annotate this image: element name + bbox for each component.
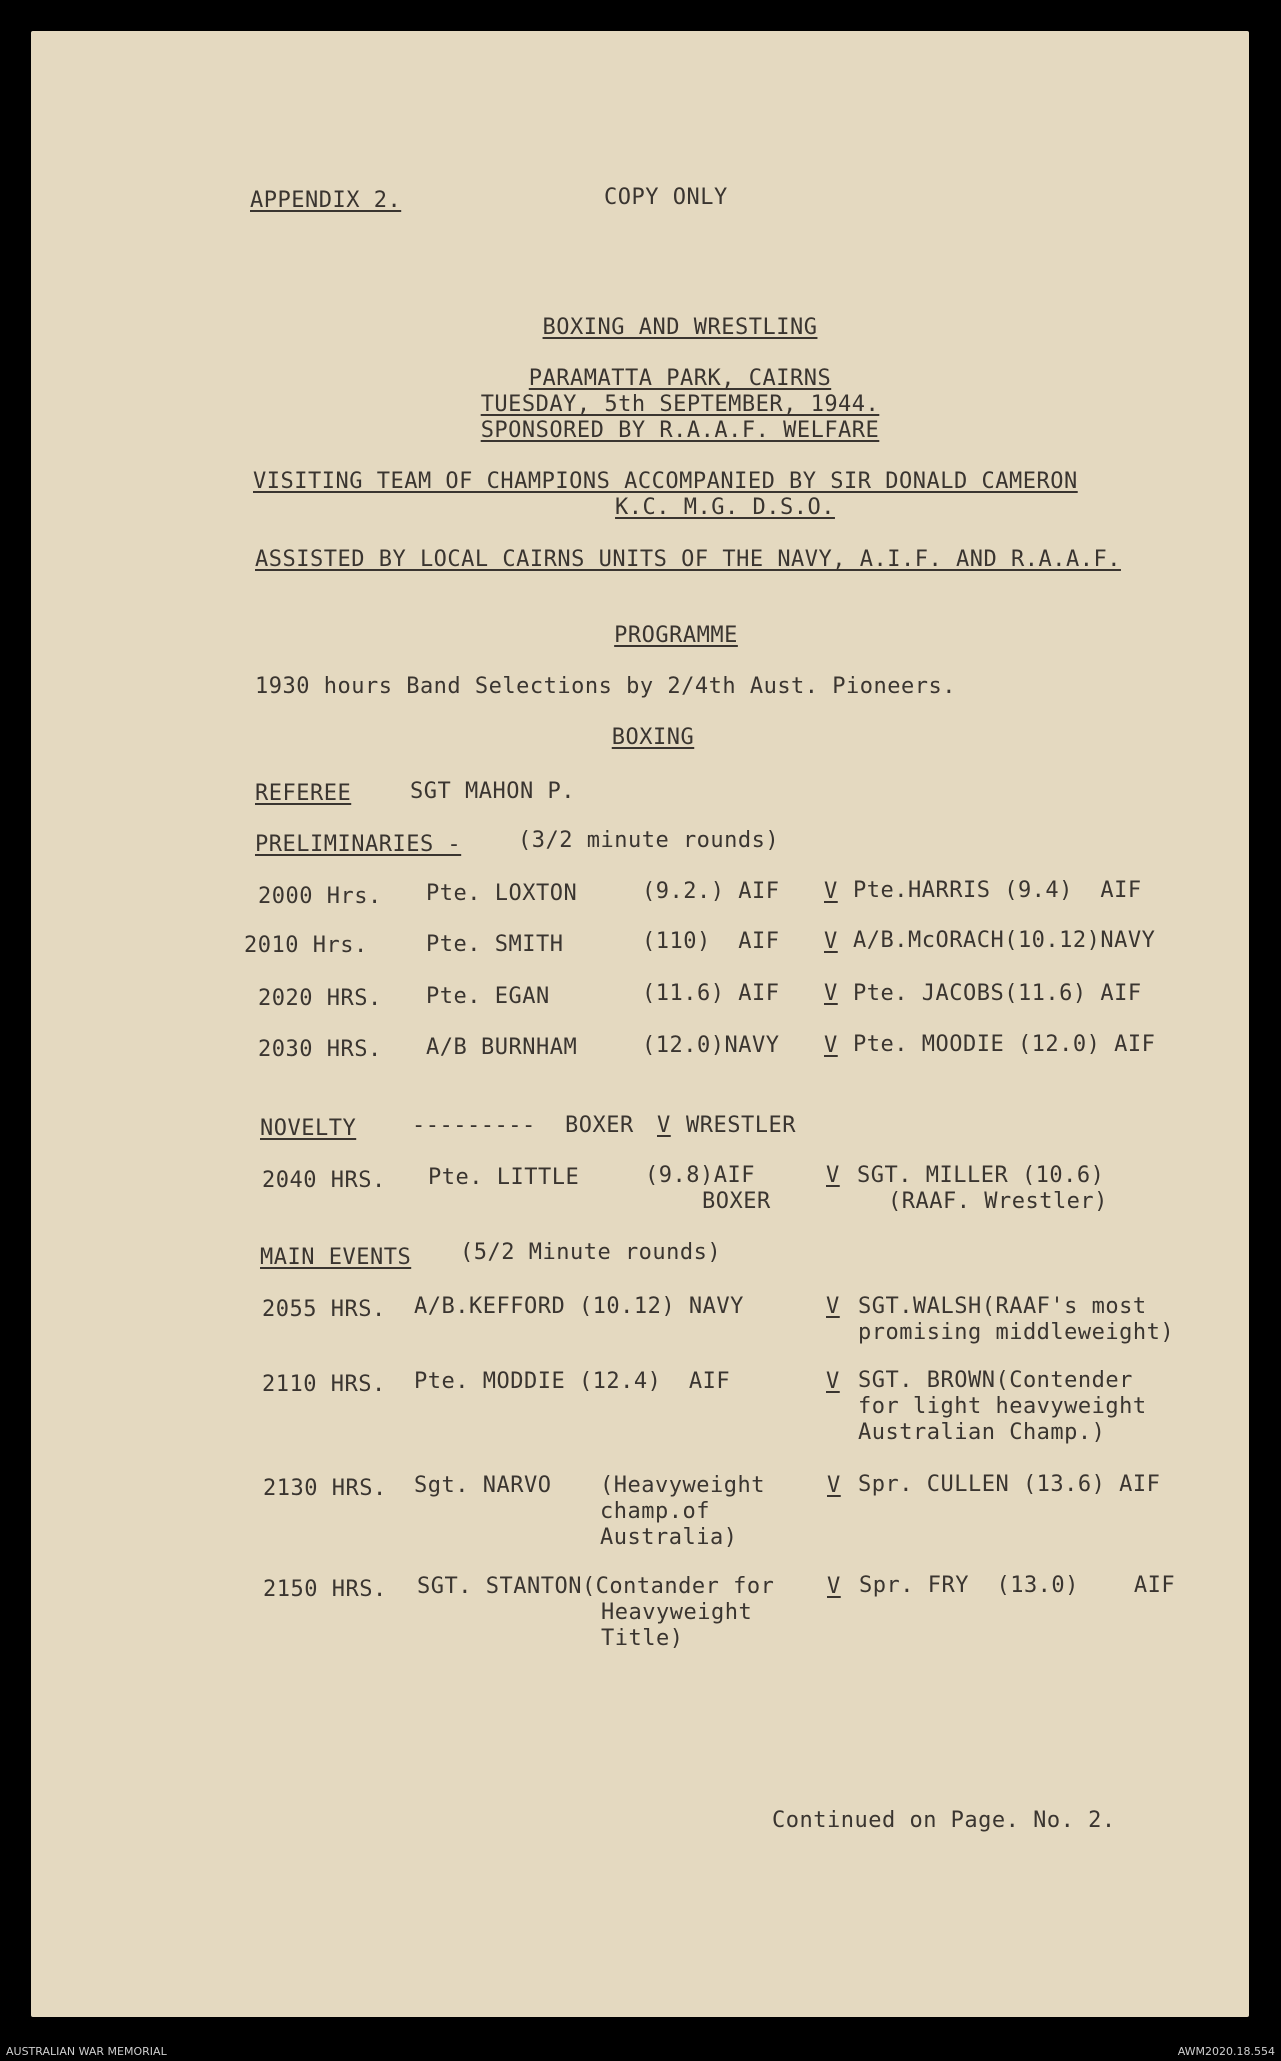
bout-time: 2130 HRS. [263,1476,387,1501]
bout-opponent-note: (RAAF. Wrestler) [888,1189,1108,1214]
archive-reference: AWM2020.18.554 [1177,2045,1275,2058]
novelty-label: NOVELTY [260,1116,357,1141]
versus-marker: V [826,1369,840,1394]
bout-time: 2000 Hrs. [258,884,382,909]
versus-marker: V [827,1574,841,1599]
bout-note: Australia) [600,1525,738,1550]
visiting-team-line-2: K.C. M.G. D.S.O. [615,495,835,520]
bout-time: 2110 HRS. [262,1372,386,1397]
bout-boxer: Pte. LITTLE [428,1165,580,1190]
bout-opponent: SGT.WALSH(RAAF's most [858,1294,1147,1319]
bout-weight: (9.2.) AIF [642,879,780,904]
title-line-2: PARAMATTA PARK, CAIRNS [528,366,832,391]
versus-marker: V [826,1294,840,1319]
bout-weight: (110) AIF [642,929,780,954]
bout-opponent: Pte. MOODIE (12.0) AIF [853,1032,1156,1057]
bout-opponent: SGT. MILLER (10.6) [857,1163,1105,1188]
versus-marker: V [824,929,838,954]
bout-weight-note: BOXER [702,1189,771,1214]
bout-boxer: Pte. LOXTON [426,881,578,906]
versus-marker: V [826,1163,840,1188]
bout-opponent: Spr. FRY (13.0) AIF [859,1573,1176,1598]
bout-weight: (12.0)NAVY [642,1033,780,1058]
title-line-4: SPONSORED BY R.A.A.F. WELFARE [480,418,880,443]
bout-opponent: Australian Champ.) [858,1420,1106,1445]
copy-only-label: COPY ONLY [604,185,728,210]
bout-weight: (11.6) AIF [642,981,780,1006]
title-line-3: TUESDAY, 5th SEPTEMBER, 1944. [480,392,880,417]
bout-opponent: A/B.McORACH(10.12)NAVY [853,928,1156,953]
novelty-dashes: --------- [412,1113,536,1138]
preliminaries-label: PRELIMINARIES - [255,832,462,857]
bout-boxer: SGT. STANTON(Contander for [417,1574,775,1599]
bout-boxer: Pte. EGAN [426,984,550,1009]
bout-opponent: SGT. BROWN(Contender [858,1368,1133,1393]
assisted-by-line: ASSISTED BY LOCAL CAIRNS UNITS OF THE NAVY, A.I.F. AND R.A.A.F. [255,547,1121,572]
bout-time: 2150 HRS. [263,1577,387,1602]
title-line-1: BOXING AND WRESTLING [542,315,818,340]
bout-note: champ.of [600,1499,710,1524]
archive-name: AUSTRALIAN WAR MEMORIAL [6,2045,167,2058]
bout-opponent: Pte.HARRIS (9.4) AIF [853,878,1142,903]
versus-marker: V [824,981,838,1006]
referee-name: SGT MAHON P. [410,779,575,804]
bout-time: 2040 HRS. [262,1168,386,1193]
bout-time: 2055 HRS. [262,1297,386,1322]
boxing-heading: BOXING [611,725,695,750]
bout-weight: (9.8)AIF [645,1163,755,1188]
referee-label: REFEREE [255,781,352,806]
bout-note: (Heavyweight [600,1473,765,1498]
preliminaries-rounds: (3/2 minute rounds) [518,828,780,853]
band-selections-line: 1930 hours Band Selections by 2/4th Aust. Pioneers. [255,674,957,699]
bout-time: 2030 HRS. [258,1037,382,1062]
archive-footer [0,2043,1281,2061]
main-events-label: MAIN EVENTS [260,1245,412,1270]
bout-opponent: Spr. CULLEN (13.6) AIF [858,1472,1161,1497]
bout-opponent: for light heavyweight [858,1394,1147,1419]
bout-time: 2010 Hrs. [244,933,368,958]
novelty-wrestler-text: WRESTLER [686,1113,796,1138]
versus-marker: V [824,1033,838,1058]
versus-marker: V [827,1473,841,1498]
continued-note: Continued on Page. No. 2. [772,1808,1116,1833]
bout-boxer: A/B BURNHAM [426,1035,578,1060]
bout-opponent: Pte. JACOBS(11.6) AIF [853,981,1142,1006]
visiting-team-line-1: VISITING TEAM OF CHAMPIONS ACCOMPANIED BY SIR DONALD CAMERON [253,469,1078,494]
novelty-boxer-text: BOXER [565,1113,634,1138]
bout-boxer: Pte. MODDIE (12.4) AIF [414,1369,731,1394]
main-events-rounds: (5/2 Minute rounds) [460,1240,722,1265]
bout-boxer: Sgt. NARVO [414,1473,552,1498]
bout-note: Title) [601,1626,684,1651]
versus-marker: V [824,879,838,904]
bout-boxer: Pte. SMITH [426,932,564,957]
bout-time: 2020 HRS. [258,986,382,1011]
novelty-versus: V [657,1113,671,1138]
bout-boxer: A/B.KEFFORD (10.12) NAVY [414,1294,744,1319]
bout-note: Heavyweight [601,1600,753,1625]
appendix-label: APPENDIX 2. [250,188,402,213]
bout-opponent: promising middleweight) [858,1320,1175,1345]
programme-heading: PROGRAMME [614,623,738,648]
